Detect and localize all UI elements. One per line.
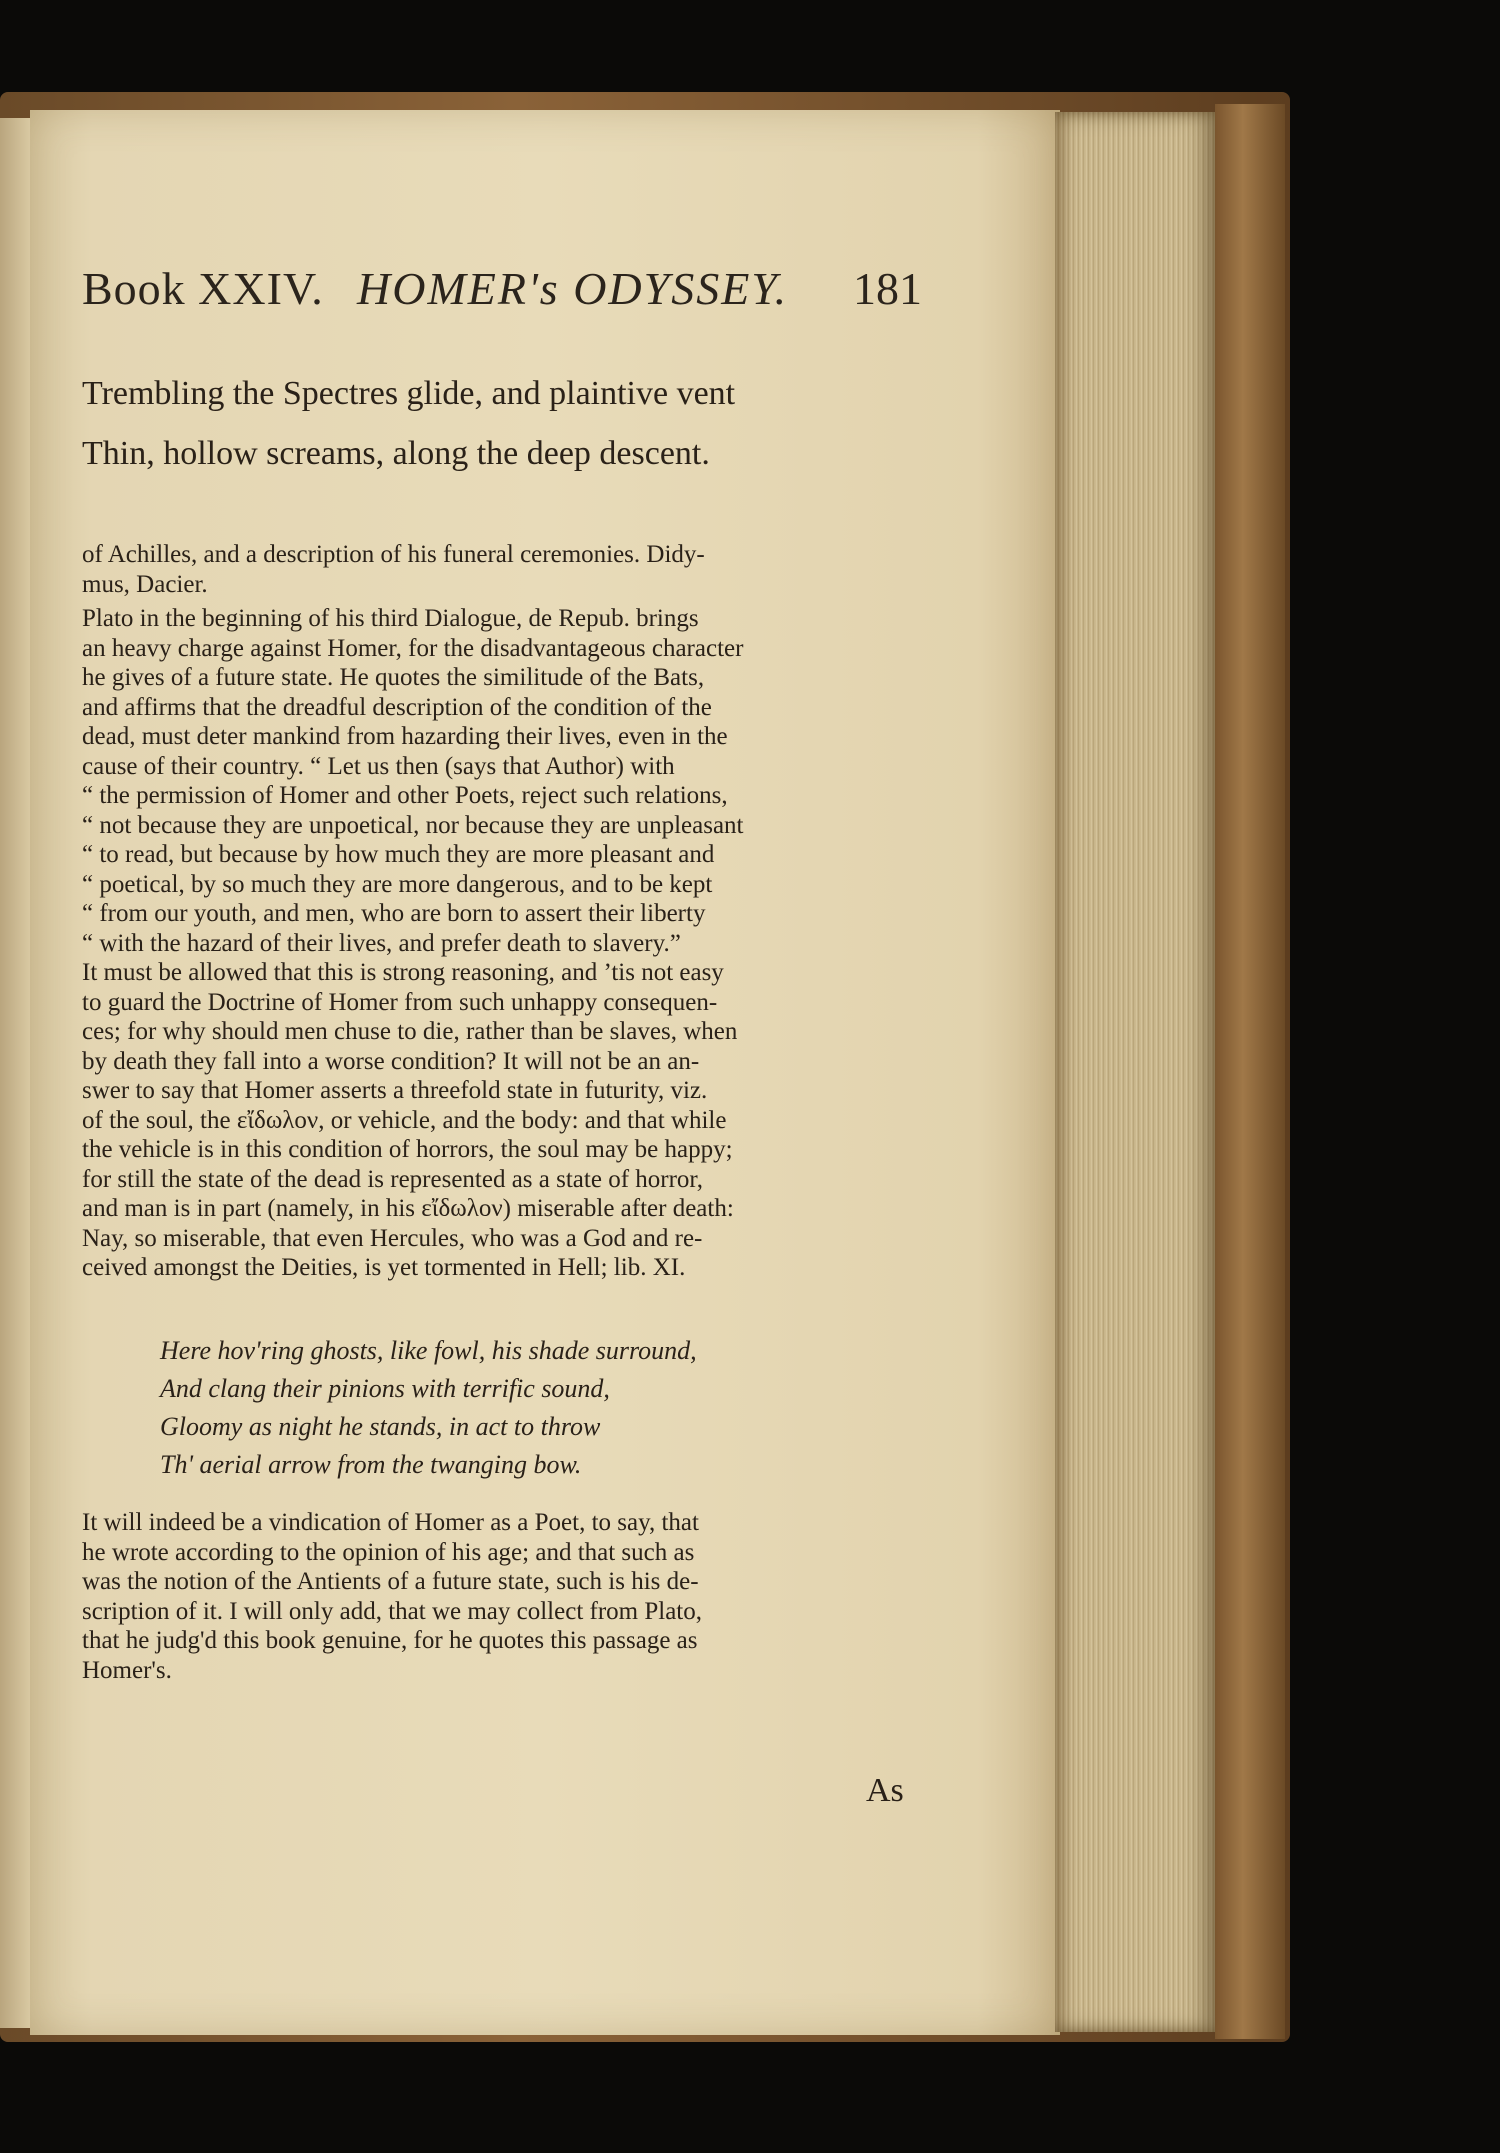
text-line: ceived amongst the Deities, is yet tormented in Hell; lib. XI.: [82, 1254, 686, 1281]
verse-line: Here hov'ring ghosts, like fowl, his shade surround,: [160, 1336, 697, 1365]
text-line: for still the state of the dead is represented as a state of horror,: [82, 1165, 703, 1193]
text-line: “ poetical, by so much they are more dangerous, and to be kept: [82, 870, 713, 898]
text-line: of the soul, the εἴδωλον, or vehicle, and the body: and that while: [82, 1106, 727, 1134]
text-line: “ the permission of Homer and other Poets, reject such relations,: [82, 782, 728, 809]
back-cover-edge: [1215, 104, 1285, 2039]
text-line: he gives of a future state. He quotes the similitude of the Bats,: [82, 664, 705, 691]
text-line: Homer's.: [82, 1656, 172, 1684]
text-line: swer to say that Homer asserts a threefold state in futurity, viz.: [82, 1077, 708, 1104]
note-opening: [82, 540, 922, 599]
verse-line: Gloomy as night he stands, in act to throw: [160, 1412, 601, 1441]
book-label: Book XXIV.: [82, 263, 324, 314]
text-line: It must be allowed that this is strong reasoning, and ’tis not easy: [82, 959, 724, 986]
verse-line: Th' aerial arrow from the twanging bow.: [160, 1450, 582, 1479]
text-line: It will indeed be a vindication of Homer as a Poet, to say, that: [82, 1509, 699, 1536]
text-line: cause of their country. “ Let us then (says that Author) with: [82, 752, 675, 780]
text-line: ces; for why should men chuse to die, rather than be slaves, when: [82, 1018, 738, 1045]
page-block-edges: [1055, 112, 1215, 2032]
text-line: to guard the Doctrine of Homer from such unhappy consequen-: [82, 988, 718, 1016]
text-line: dead, must deter mankind from hazarding their lives, even in the: [82, 723, 728, 750]
text-line: that he judg'd this book genuine, for he quotes this passage as: [82, 1627, 698, 1654]
previous-page-edge: [0, 118, 30, 2028]
text-line: scription of it. I will only add, that we may collect from Plato,: [82, 1597, 703, 1625]
verse-quotation: [160, 1332, 860, 1484]
verse-line: Trembling the Spectres glide, and plaintive vent: [82, 375, 736, 412]
text-line: Nay, so miserable, that even Hercules, who was a God and re-: [82, 1224, 703, 1252]
paragraph-plato: [82, 604, 922, 1283]
verse-couplet-top: [82, 364, 922, 484]
verse-line: And clang their pinions with terrific sound,: [160, 1374, 610, 1403]
text-line: and man is in part (namely, in his εἴδωλον) miserable after death:: [82, 1195, 734, 1222]
text-line: by death they fall into a worse condition? It will not be an an-: [82, 1047, 700, 1075]
note-line: of Achilles, and a description of his funeral ceremonies. Didy-: [82, 541, 705, 568]
work-title: HOMER's ODYSSEY.: [357, 263, 789, 314]
text-line: “ from our youth, and men, who are born to assert their liberty: [82, 900, 706, 927]
note-line: mus, Dacier.: [82, 570, 208, 598]
running-header: [82, 262, 922, 332]
text-line: “ to read, but because by how much they are more pleasant and: [82, 841, 715, 868]
text-line: “ with the hazard of their lives, and prefer death to slavery.”: [82, 929, 681, 957]
text-line: and affirms that the dreadful description of the condition of the: [82, 693, 712, 721]
paragraph-closing: [82, 1508, 922, 1685]
text-line: an heavy charge against Homer, for the disadvantageous character: [82, 634, 744, 662]
text-line: the vehicle is in this condition of horrors, the soul may be happy;: [82, 1136, 733, 1163]
text-line: he wrote according to the opinion of his age; and that such as: [82, 1538, 695, 1566]
text-line: was the notion of the Antients of a future state, such is his de-: [82, 1568, 699, 1595]
text-line: Plato in the beginning of his third Dialogue, de Repub. brings: [82, 605, 699, 632]
catchword: As: [866, 1772, 904, 1809]
verse-line: Thin, hollow screams, along the deep descent.: [82, 435, 710, 472]
page-number: 181: [853, 263, 922, 314]
text-line: “ not because they are unpoetical, nor because they are unpleasant: [82, 811, 744, 839]
